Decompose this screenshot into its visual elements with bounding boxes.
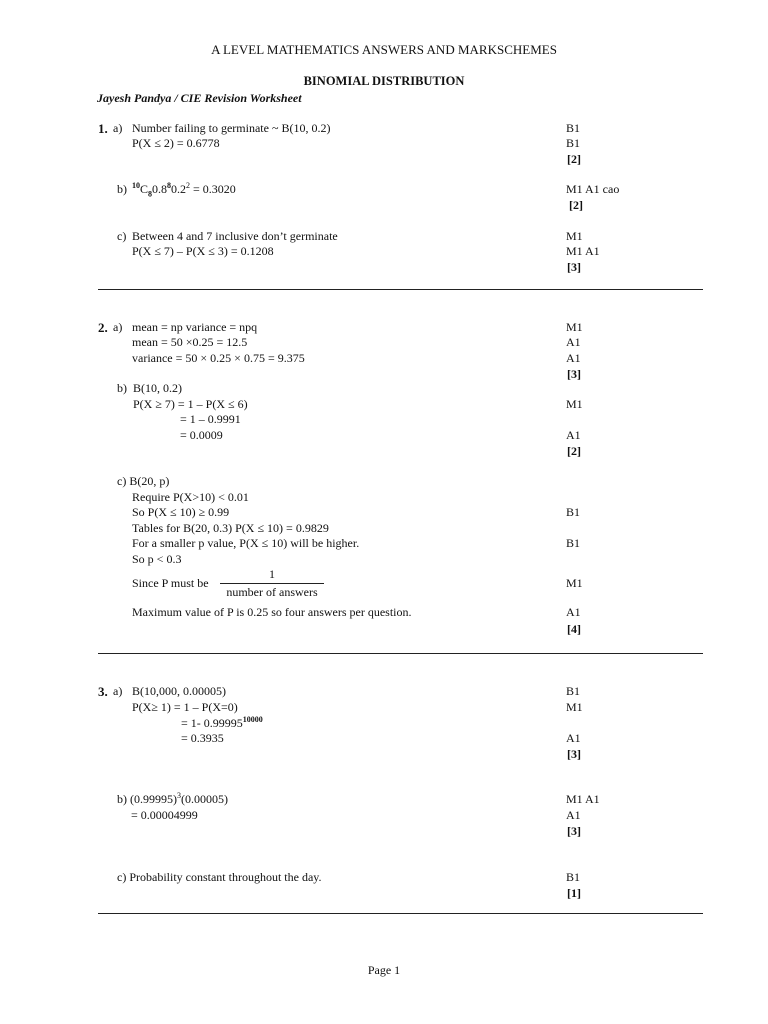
q2-number: 2. (98, 320, 108, 335)
q1-number: 1. (98, 121, 108, 136)
q3b-mark1: M1 A1 (566, 792, 600, 806)
q3b-tail: (0.00005) (181, 792, 228, 806)
divider (98, 913, 703, 914)
q3b-total: [3] (567, 824, 581, 838)
q2a-mark2: A1 (566, 335, 581, 349)
q2c-line4: For a smaller p value, P(X ≤ 10) will be higher. (132, 536, 360, 550)
q1a-mark1: B1 (566, 121, 581, 135)
q2a-line3: variance = 50 × 0.25 × 0.75 = 9.375 (132, 351, 305, 365)
q3a-mark2: M1 (566, 700, 583, 714)
q3c-total: [1] (567, 886, 581, 900)
q3b-line2: = 0.00004999 (131, 808, 198, 822)
q1b-line1 (132, 182, 236, 197)
fraction-denominator: number of answers (226, 585, 318, 599)
q3a-line4: = 0.3935 (181, 731, 224, 745)
q2c-line1: Require P(X>10) < 0.01 (132, 490, 249, 504)
q2b-mark2: A1 (566, 428, 581, 442)
q3a-line3-text: = 1- 0.99995 (181, 716, 243, 730)
q1a-label: a) (113, 121, 123, 135)
q1a-total: [2] (567, 152, 581, 166)
q2b-label: b) (117, 381, 127, 395)
q3b-mark2: A1 (566, 808, 581, 822)
q1a-line2: P(X ≤ 2) = 0.6778 (132, 136, 220, 150)
fraction-bar (220, 583, 324, 584)
q1a-line1: Number failing to germinate ~ B(10, 0.2) (132, 121, 331, 135)
q2a-total: [3] (567, 367, 581, 381)
q2c-line7: Maximum value of P is 0.25 so four answers per question. (132, 605, 412, 619)
q1c-total: [3] (567, 260, 581, 274)
q3b-label: b) (0.99995) (117, 792, 177, 806)
author-line: Jayesh Pandya / CIE Revision Worksheet (97, 91, 302, 105)
q2b-line2: P(X ≥ 7) = 1 – P(X ≤ 6) (133, 397, 248, 411)
q3a-mark3: A1 (566, 731, 581, 745)
q1b-sup2: 8 (167, 181, 172, 190)
q3a-label: a) (113, 684, 123, 698)
q1b-tail: 0.2 (171, 182, 187, 196)
q2c-total: [4] (567, 622, 581, 636)
q1b-sup3: 2 (186, 181, 191, 190)
q3b-sup: 3 (177, 791, 181, 800)
q2a-mark1: M1 (566, 320, 583, 334)
q1b-c: C (140, 182, 149, 196)
q2a-line1: mean = np variance = npq (132, 320, 258, 334)
q3a-mark1: B1 (566, 684, 581, 698)
q1c-line2: P(X ≤ 7) – P(X ≤ 3) = 0.1208 (132, 244, 274, 258)
q3a-line1: B(10,000, 0.00005) (132, 684, 226, 698)
q3a-sup: 10000 (242, 715, 263, 724)
q3b-line1 (117, 792, 228, 807)
q2a-line2: mean = 50 ×0.25 = 12.5 (132, 335, 248, 349)
q2a-mark3: A1 (566, 351, 581, 365)
q3a-line2: P(X≥ 1) = 1 – P(X=0) (132, 700, 238, 714)
q2b-total: [2] (567, 444, 581, 458)
fraction (220, 567, 324, 599)
q2c-mark1: B1 (566, 505, 581, 519)
q2b-line3: = 1 – 0.9991 (180, 412, 241, 426)
q2b-line4: = 0.0009 (180, 428, 223, 442)
q2c-line2: So P(X ≤ 10) ≥ 0.99 (132, 505, 230, 519)
q1a-mark2: B1 (566, 136, 581, 150)
q2c-line5: So p < 0.3 (132, 552, 182, 566)
divider (98, 289, 703, 290)
fraction-numerator: 1 (269, 567, 275, 581)
q1b-sub: 8 (148, 189, 153, 199)
q3a-line3 (181, 716, 263, 731)
section-title: BINOMIAL DISTRIBUTION (303, 74, 465, 88)
document-title: A LEVEL MATHEMATICS ANSWERS AND MARKSCHEMES (211, 42, 557, 57)
q1b-mark: M1 A1 cao (566, 182, 620, 196)
q1c-line1: Between 4 and 7 inclusive don’t germinate (132, 229, 338, 243)
q1b-rest: 0.8 (152, 182, 168, 196)
q1b-label: b) (117, 182, 127, 196)
q1c-mark2: M1 A1 (566, 244, 600, 258)
q3c-line: c) Probability constant throughout the day. (117, 870, 322, 884)
q3c-mark: B1 (566, 870, 581, 884)
q3a-total: [3] (567, 747, 581, 761)
q2b-line1: B(10, 0.2) (133, 381, 182, 395)
q1b-end: = 0.3020 (190, 182, 236, 196)
q2a-label: a) (113, 320, 123, 334)
q2c-mark3: M1 (566, 576, 583, 590)
q2c-mark4: A1 (566, 605, 581, 619)
q2c-line3: Tables for B(20, 0.3) P(X ≤ 10) = 0.9829 (132, 521, 329, 535)
q1b-sup1: 10 (132, 181, 140, 190)
q2c-mark2: B1 (566, 536, 581, 550)
divider (98, 653, 703, 654)
q3-number: 3. (98, 684, 108, 699)
q1c-label: c) (117, 229, 127, 243)
q2c-label: c) B(20, p) (117, 474, 170, 488)
q2c-line6: Since P must be (132, 576, 209, 590)
q2b-mark1: M1 (566, 397, 583, 411)
q1b-total: [2] (569, 198, 583, 212)
q1c-mark1: M1 (566, 229, 583, 243)
page-number: Page 1 (367, 963, 401, 977)
